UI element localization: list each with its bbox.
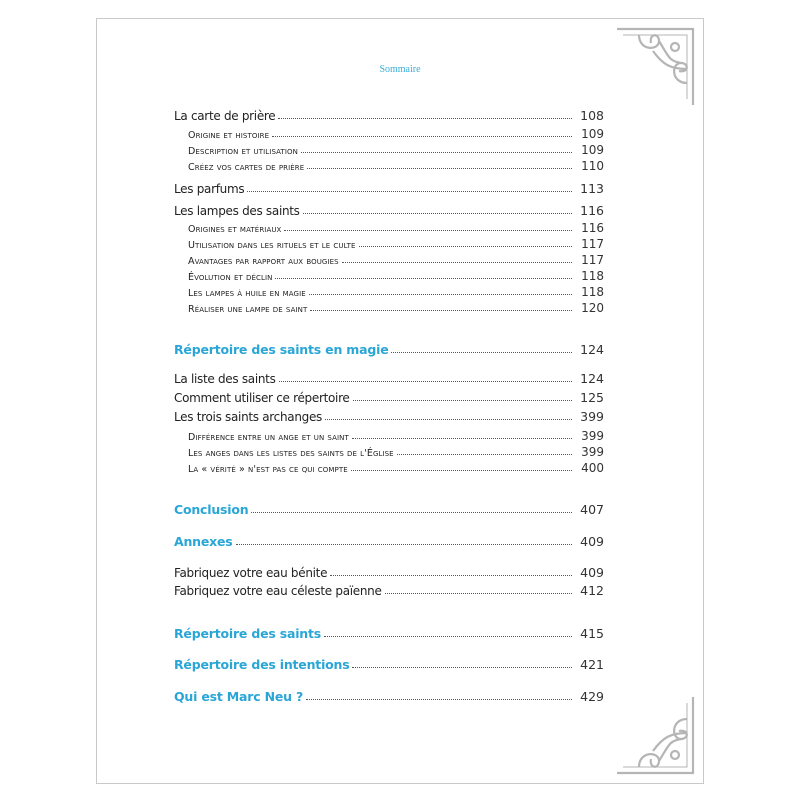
toc-entry[interactable] bbox=[188, 269, 604, 283]
dot-leader bbox=[236, 544, 572, 545]
toc-entry-title: Origine et histoire bbox=[188, 130, 270, 141]
toc-entry-title: Répertoire des intentions bbox=[174, 657, 350, 672]
dot-leader bbox=[330, 575, 572, 576]
toc-entry-page: 429 bbox=[580, 689, 604, 704]
dot-leader bbox=[342, 262, 572, 263]
dot-leader bbox=[353, 400, 572, 401]
corner-ornament-bottom-right-icon bbox=[609, 689, 701, 781]
dot-leader bbox=[351, 470, 572, 471]
toc-entry-page: 399 bbox=[581, 445, 604, 459]
toc-entry-page: 399 bbox=[581, 429, 604, 443]
dot-leader bbox=[352, 438, 572, 439]
toc-entry-page: 110 bbox=[581, 159, 604, 173]
toc-entry-page: 116 bbox=[580, 203, 604, 218]
toc-entry[interactable] bbox=[174, 534, 604, 549]
toc-entry-title: Conclusion bbox=[174, 502, 249, 517]
toc-entry-title: Les anges dans les listes des saints de l'Église bbox=[188, 448, 394, 459]
toc-entry-page: 409 bbox=[580, 534, 604, 549]
dot-leader bbox=[279, 381, 572, 382]
dot-leader bbox=[385, 593, 572, 594]
toc-entry-page: 117 bbox=[581, 253, 604, 267]
toc-entry-page: 118 bbox=[581, 285, 604, 299]
toc-entry-title: Réaliser une lampe de saint bbox=[188, 304, 308, 315]
toc-entry[interactable] bbox=[188, 127, 604, 141]
toc-entry[interactable] bbox=[174, 689, 604, 704]
toc-entry-page: 400 bbox=[581, 461, 604, 475]
dot-leader bbox=[359, 246, 572, 247]
toc-entry[interactable] bbox=[174, 181, 604, 196]
toc-entry-title: Fabriquez votre eau céleste païenne bbox=[174, 584, 382, 598]
dot-leader bbox=[306, 699, 572, 700]
dot-leader bbox=[324, 636, 572, 637]
toc-entry-page: 108 bbox=[580, 108, 604, 123]
dot-leader bbox=[352, 667, 572, 668]
toc-entry-title: La « vérité » n'est pas ce qui compte bbox=[188, 464, 348, 475]
dot-leader bbox=[278, 118, 572, 119]
toc-entry-page: 124 bbox=[580, 342, 604, 357]
dot-leader bbox=[391, 352, 572, 353]
toc-entry-title: Annexes bbox=[174, 534, 233, 549]
toc-entry-page: 412 bbox=[580, 583, 604, 598]
toc-entry-page: 113 bbox=[580, 181, 604, 196]
dot-leader bbox=[325, 419, 572, 420]
toc-entry-title: Répertoire des saints en magie bbox=[174, 342, 389, 357]
toc-entry-page: 409 bbox=[580, 565, 604, 580]
toc-entry-title: Répertoire des saints bbox=[174, 626, 322, 641]
toc-entry-title: Comment utiliser ce répertoire bbox=[174, 391, 350, 405]
toc-entry-page: 415 bbox=[580, 626, 604, 641]
toc-entry-page: 120 bbox=[581, 301, 604, 315]
dot-leader bbox=[301, 152, 572, 153]
dot-leader bbox=[303, 213, 572, 214]
dot-leader bbox=[397, 454, 572, 455]
toc-entry-title: Description et utilisation bbox=[188, 146, 298, 157]
toc-entry[interactable] bbox=[188, 445, 604, 459]
toc-entry-title: La liste des saints bbox=[174, 372, 276, 386]
toc-entry[interactable] bbox=[174, 409, 604, 424]
dot-leader bbox=[251, 512, 572, 513]
toc-entry-title: Créez vos cartes de prière bbox=[188, 162, 305, 173]
toc-entry-page: 118 bbox=[581, 269, 604, 283]
toc-entry-page: 124 bbox=[580, 371, 604, 386]
running-head-title: Sommaire bbox=[379, 64, 421, 75]
dot-leader bbox=[247, 191, 572, 192]
toc-entry-page: 117 bbox=[581, 237, 604, 251]
toc-entry-page: 421 bbox=[580, 657, 604, 672]
toc-entry-title: Les lampes des saints bbox=[174, 204, 300, 218]
dot-leader bbox=[272, 136, 572, 137]
toc-entry-page: 109 bbox=[581, 143, 604, 157]
toc-entry[interactable] bbox=[174, 565, 604, 580]
dot-leader bbox=[310, 310, 572, 311]
toc-entry-title: Différence entre un ange et un saint bbox=[188, 432, 349, 443]
toc-entry[interactable] bbox=[174, 583, 604, 598]
toc-entry[interactable] bbox=[188, 461, 604, 475]
dot-leader bbox=[309, 294, 572, 295]
toc-entry-title: Les parfums bbox=[174, 182, 245, 196]
toc-entry-page: 116 bbox=[581, 221, 604, 235]
toc-entry[interactable] bbox=[174, 203, 604, 218]
toc-entry-title: La carte de prière bbox=[174, 109, 276, 123]
toc-entry[interactable] bbox=[188, 429, 604, 443]
toc-entry[interactable] bbox=[174, 371, 604, 386]
toc-entry[interactable] bbox=[174, 657, 604, 672]
toc-entry-page: 109 bbox=[581, 127, 604, 141]
toc-entry[interactable] bbox=[174, 502, 604, 517]
toc-entry[interactable] bbox=[174, 108, 604, 123]
toc-entry-page: 399 bbox=[580, 409, 604, 424]
toc-entry-title: Qui est Marc Neu ? bbox=[174, 689, 304, 704]
toc-entry-page: 407 bbox=[580, 502, 604, 517]
toc-entry-title: Origines et matériaux bbox=[188, 224, 282, 235]
toc-entry[interactable] bbox=[188, 253, 604, 267]
dot-leader bbox=[284, 230, 572, 231]
toc-entry[interactable] bbox=[188, 237, 604, 251]
toc-entry[interactable] bbox=[188, 159, 604, 173]
toc-entry[interactable] bbox=[188, 143, 604, 157]
toc-entry[interactable] bbox=[188, 301, 604, 315]
toc-entry-page: 125 bbox=[580, 390, 604, 405]
toc-entry[interactable] bbox=[188, 221, 604, 235]
dot-leader bbox=[307, 168, 572, 169]
toc-entry-title: Utilisation dans les rituels et le culte bbox=[188, 240, 356, 251]
dot-leader bbox=[275, 278, 572, 279]
toc-entry[interactable] bbox=[174, 626, 604, 641]
toc-entry-title: Les trois saints archanges bbox=[174, 410, 322, 424]
toc-entry-title: Avantages par rapport aux bougies bbox=[188, 256, 339, 267]
toc-entry-title: Fabriquez votre eau bénite bbox=[174, 566, 328, 580]
toc-entry[interactable] bbox=[174, 390, 604, 405]
toc-entry[interactable] bbox=[174, 342, 604, 357]
toc-entry-title: Les lampes à huile en magie bbox=[188, 288, 306, 299]
toc-entry-title: Évolution et déclin bbox=[188, 272, 273, 283]
toc-entry[interactable] bbox=[188, 285, 604, 299]
